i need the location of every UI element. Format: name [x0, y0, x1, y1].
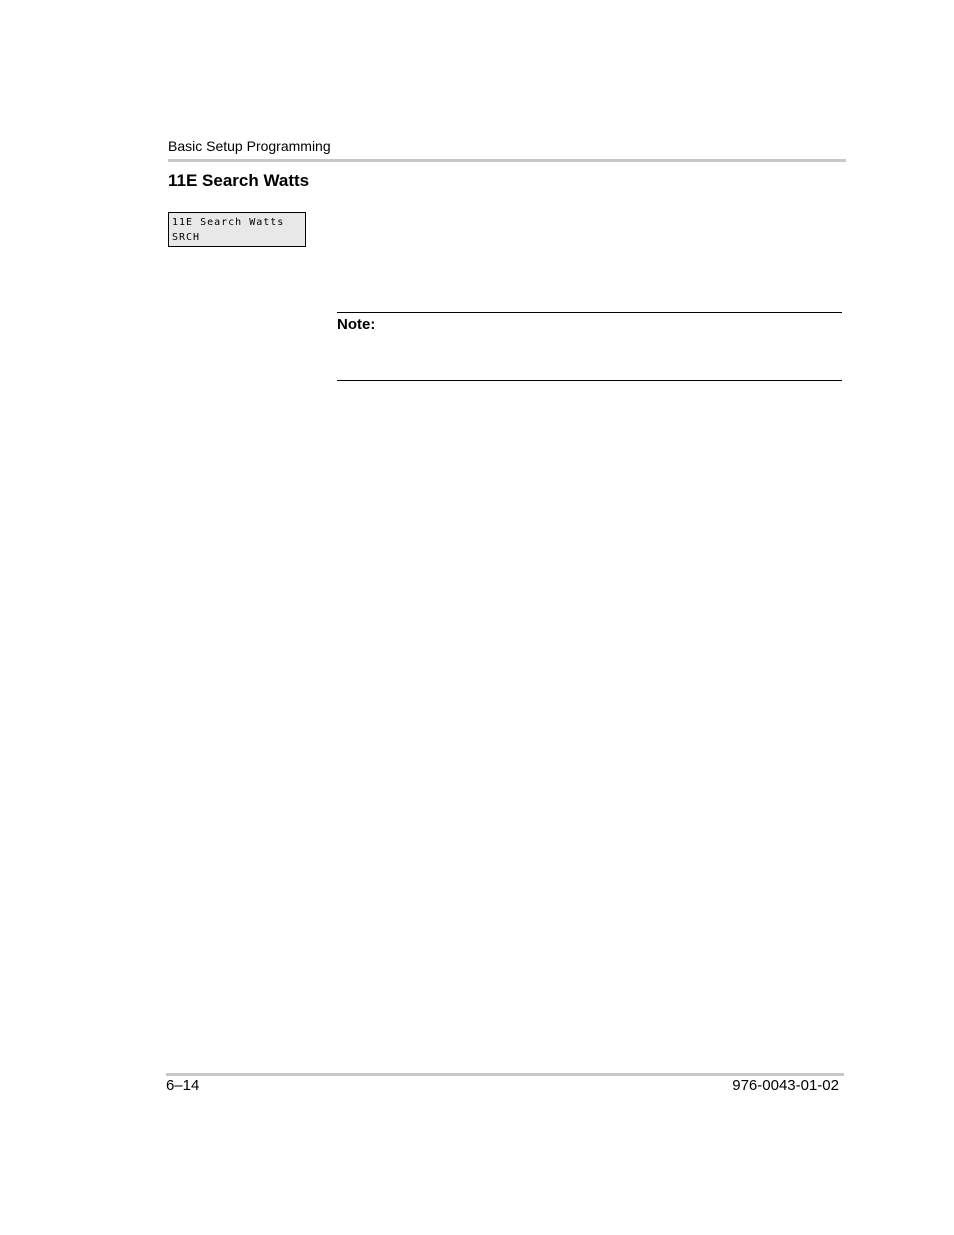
note-label: Note: [337, 316, 376, 333]
page-number: 6–14 [166, 1077, 200, 1094]
lcd-line-2: SRCH [172, 232, 201, 243]
document-number: 976-0043-01-02 [732, 1077, 839, 1094]
note-top-rule [337, 312, 842, 313]
header-rule [168, 159, 846, 162]
lcd-line-1: 11E Search Watts [172, 217, 285, 228]
note-bottom-rule [337, 380, 842, 381]
lcd-display [168, 212, 306, 247]
section-title: 11E Search Watts [168, 171, 310, 190]
running-header: Basic Setup Programming [168, 138, 331, 154]
